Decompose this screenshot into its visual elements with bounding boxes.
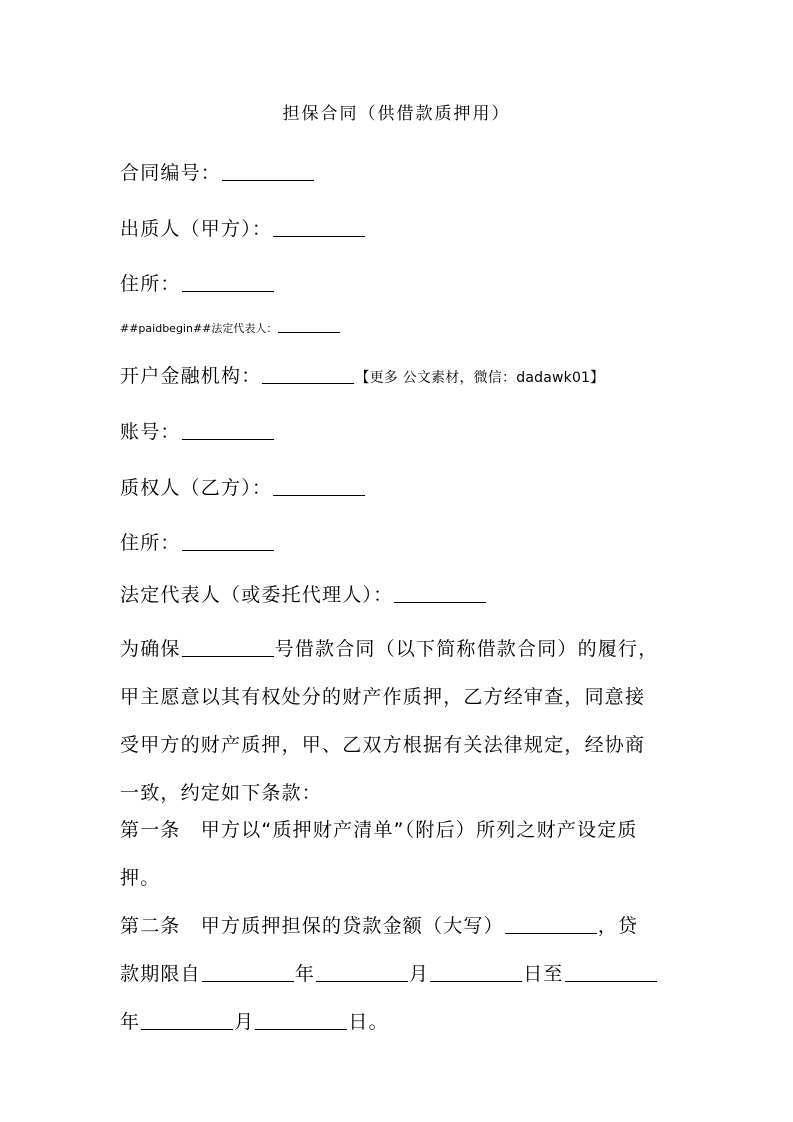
article-1	[120, 806, 675, 902]
day-to-label: 日至	[523, 963, 564, 985]
legal-rep-label: 法定代表人（或委托代理人）：	[120, 584, 394, 606]
pledgor-address-label: 住所：	[120, 273, 181, 295]
preamble-line-4: 一致，约定如下条款：	[120, 782, 323, 804]
contract-no-line	[120, 164, 315, 183]
pledgor-address-blank[interactable]	[182, 291, 274, 292]
account-blank[interactable]	[182, 439, 274, 440]
start-year-blank[interactable]	[202, 981, 294, 982]
account-line	[120, 423, 275, 442]
preamble-line-2: 甲主愿意以其有权处分的财产作质押，乙方经审查，同意接	[120, 686, 646, 708]
end-day-blank[interactable]	[255, 1029, 347, 1030]
ad-text: 【更多 公文素材，微信：dadawk01】	[355, 370, 605, 386]
preamble-line-3: 受甲方的财产质押，甲、乙双方根据有关法律规定，经协商	[120, 734, 646, 756]
preamble-paragraph	[120, 625, 675, 817]
loan-amount-blank[interactable]	[505, 933, 597, 934]
loan-contract-no-blank[interactable]	[182, 656, 274, 657]
pledgee-label: 质权人（乙方）：	[120, 477, 273, 499]
start-month-blank[interactable]	[316, 981, 408, 982]
day-end-label: 日。	[348, 1011, 389, 1033]
preamble-part-1: 为确保	[120, 638, 181, 660]
pledgee-address-line	[120, 534, 275, 553]
paid-begin-marker: ##paidbegin##	[120, 322, 212, 335]
end-year-blank[interactable]	[565, 981, 657, 982]
bank-blank[interactable]	[262, 383, 354, 384]
end-month-blank[interactable]	[141, 1029, 233, 1030]
pledgor-blank[interactable]	[273, 236, 365, 237]
contract-no-blank[interactable]	[222, 180, 314, 181]
legal-rep-small-blank[interactable]	[278, 332, 340, 333]
year-label: 年	[294, 963, 316, 985]
pledgee-line	[120, 479, 366, 498]
legal-rep-blank[interactable]	[394, 602, 486, 603]
contract-no-label: 合同编号：	[120, 162, 222, 184]
article-2-text: 第二条 甲方质押担保的贷款金额（大写）	[120, 915, 504, 937]
pledgor-address-line	[120, 275, 275, 294]
document-title: 担保合同（供借款质押用）	[282, 104, 511, 124]
legal-rep-line	[120, 586, 487, 605]
article-1-line-2: 押。	[120, 867, 161, 889]
article-2	[120, 902, 675, 1046]
account-label: 账号：	[120, 421, 181, 443]
article-2-line-1	[120, 902, 675, 950]
legal-rep-small-label: 法定代表人：	[211, 322, 278, 335]
paid-begin-line	[120, 323, 341, 334]
pledgee-address-label: 住所：	[120, 532, 181, 554]
article-2-line-2	[120, 950, 675, 998]
bank-label: 开户金融机构：	[120, 365, 262, 387]
term-start-label: 款期限自	[120, 963, 201, 985]
pledgor-label: 出质人（甲方）：	[120, 218, 273, 240]
bank-line	[120, 367, 604, 386]
pledgee-blank[interactable]	[273, 495, 365, 496]
month-label-2: 月	[234, 1011, 255, 1033]
preamble-part-2: 号借款合同（以下简称借款合同）的履行，	[274, 638, 659, 660]
month-label: 月	[409, 963, 430, 985]
article-2-line-3	[120, 998, 675, 1046]
preamble-line-1	[120, 625, 675, 673]
pledgor-line	[120, 220, 366, 239]
start-day-blank[interactable]	[430, 981, 522, 982]
article-2-line-1-end: ，贷	[597, 915, 639, 937]
year-label-2: 年	[120, 1011, 141, 1033]
pledgee-address-blank[interactable]	[182, 550, 274, 551]
article-1-line-1: 第一条 甲方以“质押财产清单”（附后）所列之财产设定质	[120, 819, 638, 841]
